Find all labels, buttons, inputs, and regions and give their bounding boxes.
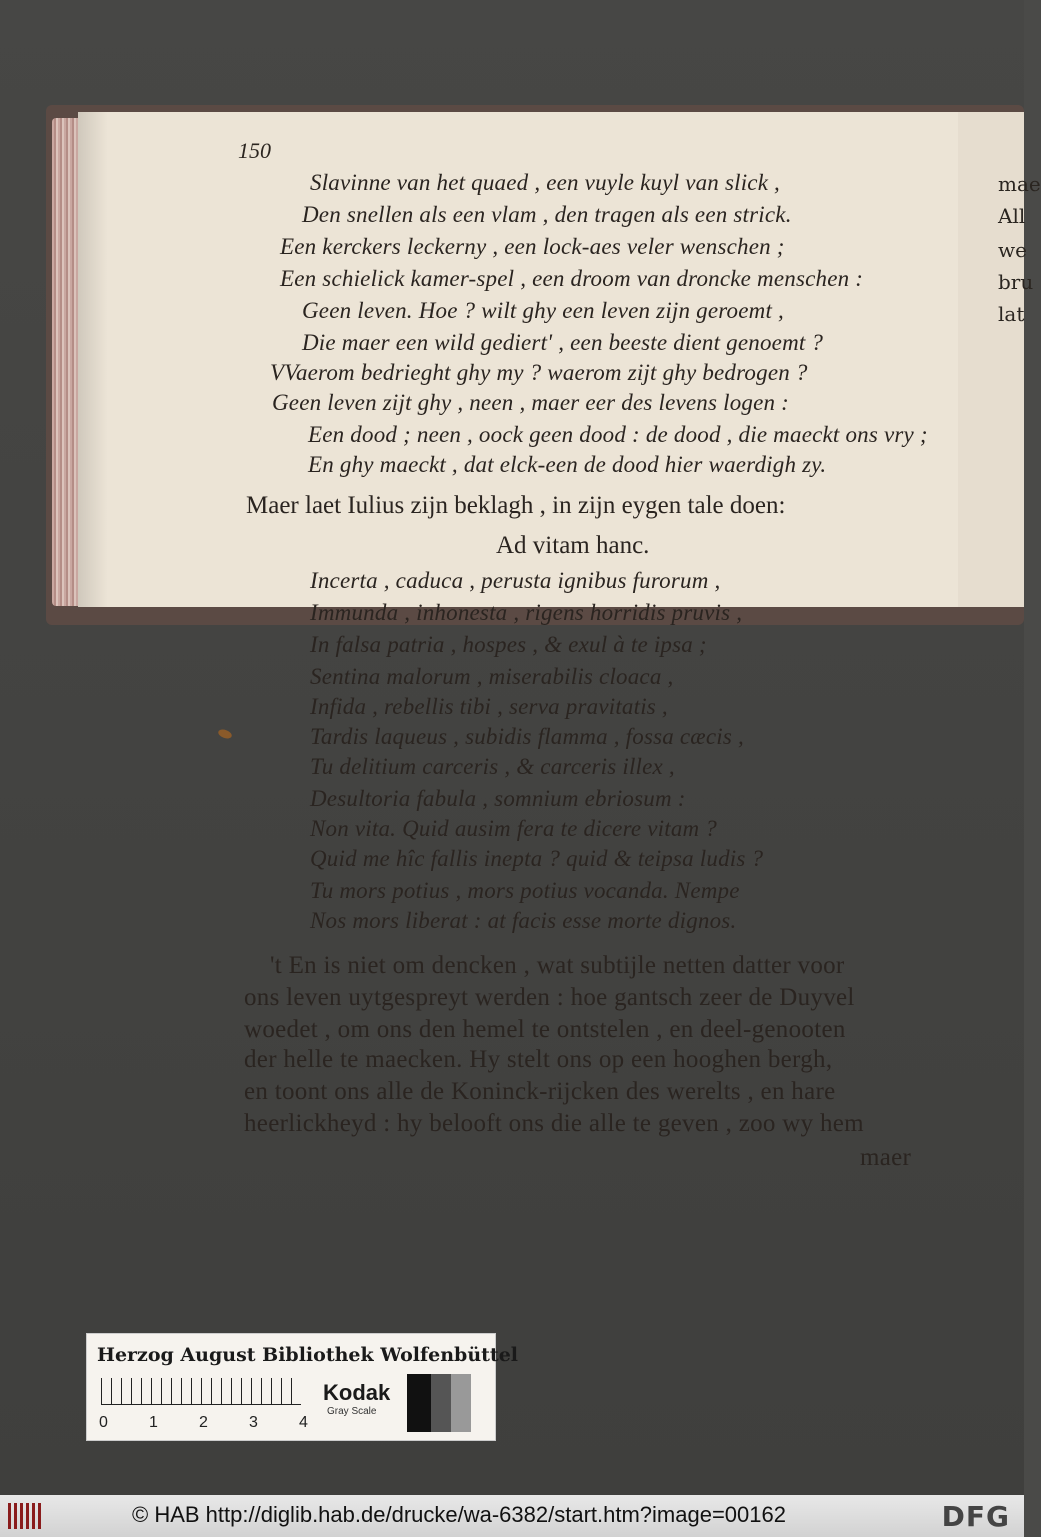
latin-verse-line: In falsa patria , hospes , & exul à te ipsa ; (310, 632, 707, 657)
latin-verse-line: Infida , rebellis tibi , serva pravitatis , (310, 694, 668, 719)
verse-line: Den snellen als een vlam , den tragen als een strick. (302, 202, 792, 227)
prose-line: ons leven uytgespreyt werden : hoe gantsch zeer de Duyvel (244, 984, 855, 1011)
latin-verse-line: Tu mors potius , mors potius vocanda. Nempe (310, 878, 740, 903)
verse-line: En ghy maeckt , dat elck-een de dood hier waerdigh zy. (308, 452, 827, 477)
verse-line: Slavinne van het quaed , een vuyle kuyl van slick , (310, 170, 781, 195)
ruler-ticks (101, 1378, 301, 1404)
ruler-label: 4 (299, 1414, 308, 1431)
dfg-logo: DFG (941, 1500, 1010, 1533)
latin-verse-line: Incerta , caduca , perusta ignibus furorum , (310, 568, 721, 593)
latin-verse-line: Nos mors liberat : at facis esse morte dignos. (310, 908, 737, 933)
facing-word: we (998, 238, 1027, 262)
verse-line: Geen leven zijt ghy , neen , maer eer des levens logen : (272, 390, 790, 415)
verse-line: Een kerckers leckerny , een lock-aes veler wenschen ; (280, 234, 785, 259)
verse-line: Een schielick kamer-spel , een droom van droncke menschen : (280, 266, 864, 291)
ruler-label: 1 (149, 1414, 158, 1431)
gray-swatch-dark (431, 1374, 451, 1432)
ruler-label: 3 (249, 1414, 258, 1431)
gray-scale-label: Gray Scale (327, 1406, 377, 1417)
page-number: 150 (238, 138, 271, 163)
gray-swatch-black (407, 1374, 431, 1432)
catchword: maer (860, 1144, 912, 1171)
footer-bar (0, 1495, 1024, 1537)
prose-line: en toont ons alle de Koninck-rijcken des werelts , en hare (244, 1078, 836, 1105)
latin-verse-line: Tu delitium carceris , & carceris illex , (310, 754, 675, 779)
facing-word: lat (998, 302, 1025, 326)
verse-line: VVaerom bedrieght ghy my ? waerom zijt ghy bedrogen ? (270, 360, 808, 385)
ruler-label: 2 (199, 1414, 208, 1431)
latin-verse-line: Sentina malorum , miserabilis cloaca , (310, 664, 674, 689)
latin-heading: Ad vitam hanc. (496, 532, 650, 559)
ruler-baseline (101, 1404, 301, 1405)
latin-verse-line: Non vita. Quid ausim fera te dicere vitam ? (310, 816, 717, 841)
prose-line: heerlickheyd : hy belooft ons die alle te geven , zoo wy hem (244, 1110, 864, 1137)
verse-line: Die maer een wild gediert' , een beeste dient genoemt ? (302, 330, 824, 355)
latin-verse-line: Desultoria fabula , somnium ebriosum : (310, 786, 686, 811)
latin-verse-line: Quid me hîc fallis inepta ? quid & teipsa ludis ? (310, 846, 764, 871)
facing-page (958, 112, 1041, 607)
gray-swatch-mid (451, 1374, 471, 1432)
intro-line: Maer laet Iulius zijn beklagh , in zijn eygen tale doen: (246, 492, 786, 519)
ruler-label: 0 (99, 1414, 108, 1431)
verse-line: Geen leven. Hoe ? wilt ghy een leven zijn geroemt , (302, 298, 784, 323)
latin-verse-line: Immunda , inhonesta , rigens horridis pruvis , (310, 600, 743, 625)
gutter-shadow (78, 112, 108, 607)
facing-word: All (998, 204, 1026, 228)
facing-word: mae (998, 172, 1041, 196)
footer-url[interactable]: © HAB http://diglib.hab.de/drucke/wa-6382/start.htm?image=00162 (132, 1502, 786, 1527)
library-name: Herzog August Bibliothek Wolfenbüttel (97, 1344, 518, 1366)
color-calibration-card (86, 1333, 518, 1441)
prose-line: der helle te maecken. Hy stelt ons op een hooghen bergh, (244, 1046, 833, 1073)
hab-barcode-icon (8, 1503, 44, 1529)
prose-line: 't En is niet om dencken , wat subtijle netten datter voor (270, 952, 845, 979)
facing-word: bru (998, 270, 1034, 294)
kodak-logo: Kodak (323, 1380, 391, 1405)
verse-line: Een dood ; neen , oock geen dood : de dood , die maeckt ons vry ; (308, 422, 928, 447)
latin-verse-line: Tardis laqueus , subidis flamma , fossa cæcis , (310, 724, 744, 749)
prose-line: woedet , om ons den hemel te ontstelen , en deel-genooten (244, 1016, 846, 1043)
